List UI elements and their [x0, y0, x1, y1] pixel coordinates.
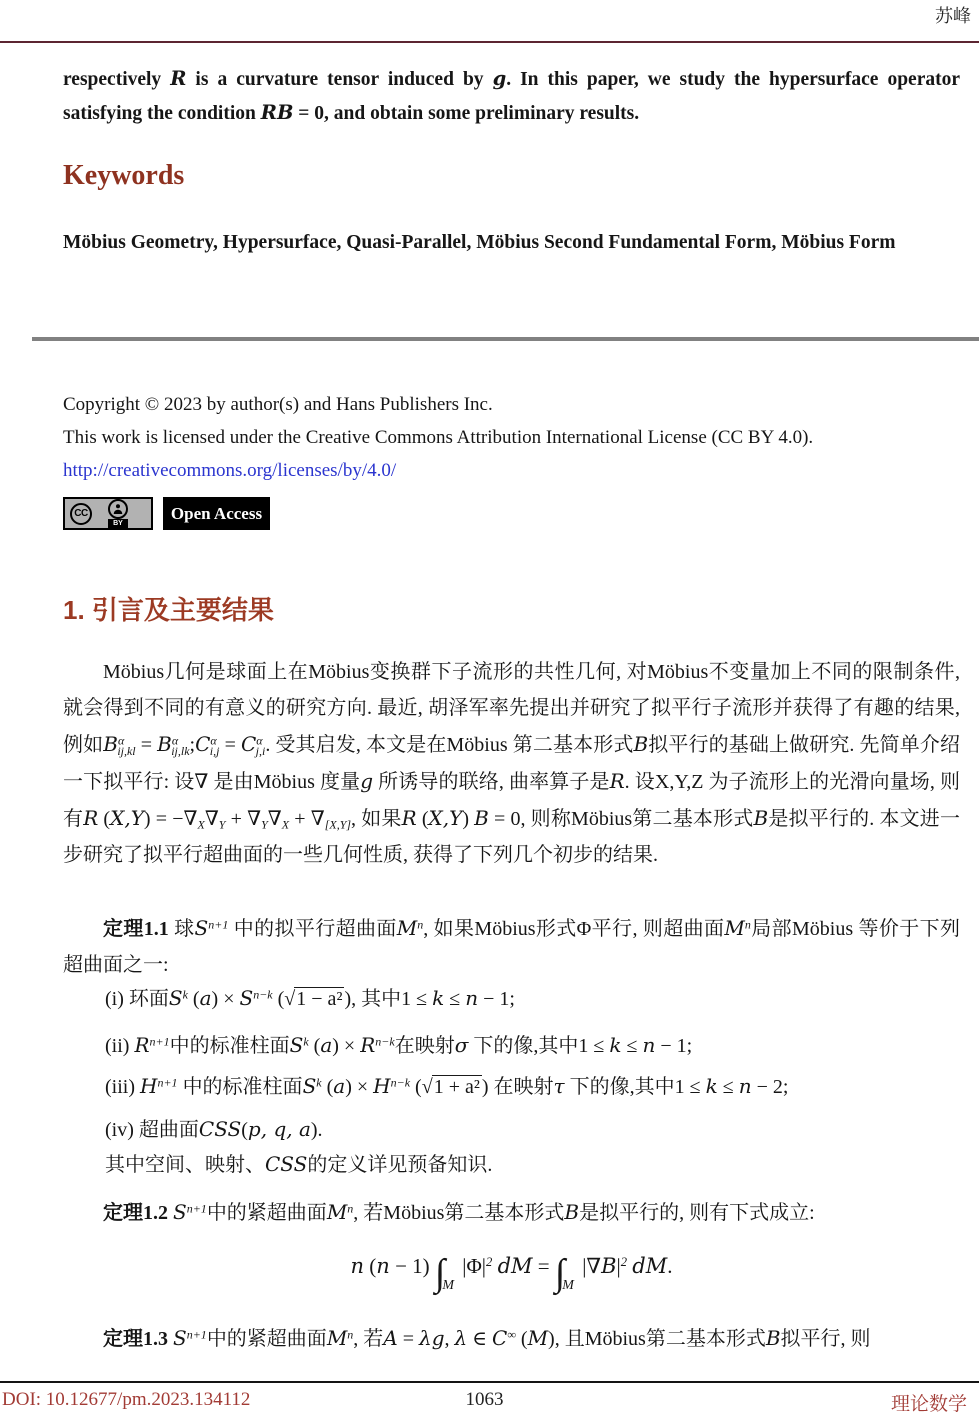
copyright-line: Copyright © 2023 by author(s) and Hans Publishers Inc.	[63, 394, 493, 415]
theorem-1-1-text: 球$S^{n+1}$ 中的拟平行超曲面$M^n$, 如果Möbius形式Φ平行, 则超曲面$M^n$局部Möbius 等价于下列超曲面之一:	[63, 916, 961, 976]
content-divider	[32, 337, 979, 341]
license-block	[63, 388, 973, 487]
display-equation: n (n − 1) $\int_M$ $|\Phi|^2$ dM = $\int_M$ $|\nabla B|^2$ dM.	[350, 1252, 673, 1294]
section-1-heading: 1. 引言及主要结果	[63, 595, 274, 625]
keywords-text: Möbius Geometry, Hypersurface, Quasi-Parallel, Möbius Second Fundamental Form, Möbius Form	[63, 232, 896, 253]
theorem-1-3-label: 定理1.3	[103, 1328, 168, 1350]
theorem-1-3-text: $S^{n+1}$中的紧超曲面$M^n$, 若A = λg, λ ∈ C∞ (M), 且Möbius第二基本形式B拟平行, 则	[173, 1326, 871, 1350]
abstract-text: respectively R is a curvature tensor induced by g. In this paper, we study the hypersurface operator satisfying the condition RB = 0, and obtain some preliminary results.	[63, 67, 960, 124]
license-link[interactable]: http://creativecommons.org/licenses/by/4.0/	[63, 460, 397, 481]
license-badges	[63, 497, 270, 530]
theorem-1-3	[63, 1320, 960, 1357]
cc-by-badge	[63, 497, 153, 530]
footer-page-number: 1063	[465, 1389, 504, 1410]
items-note: 其中空间、映射、CSS的定义详见预备知识.	[105, 1152, 493, 1176]
attribution-mark	[108, 499, 128, 528]
footer-rule	[0, 1381, 979, 1383]
list-item-iv: (iv) 超曲面CSS(p, q, a).	[105, 1117, 323, 1141]
list-item-ii: (ii) $R^{n+1}$中的标准柱面$S^k$ $(a) \times R^{n-k}$在映射σ 下的像,其中1 ≤ k ≤ n − 1;	[105, 1033, 693, 1057]
header-rule	[0, 41, 979, 43]
open-access-badge: Open Access	[163, 497, 270, 530]
person-icon	[108, 499, 128, 519]
license-line: This work is licensed under the Creative Commons Attribution International License (CC BY 4.0).	[63, 427, 814, 448]
theorem-1-1	[63, 910, 960, 983]
list-item-i: (i) 环面$S^k$ $(a) \times S^{n-k}$ (√1 − a² ), 其中1 ≤ k ≤ n − 1;	[105, 986, 515, 1010]
theorem-1-2-label: 定理1.2	[103, 1202, 168, 1224]
list-item-iii: (iii) $H^{n+1}$ 中的标准柱面$S^k$ $(a) \times H^{n-k}$ (√1 + a² ) 在映射τ 下的像,其中1 ≤ k ≤ n − 2;	[105, 1074, 789, 1098]
keywords-heading: Keywords	[63, 160, 185, 191]
cc-icon: CC	[70, 503, 92, 525]
theorem-1-2-text: $S^{n+1}$中的紧超曲面$M^n$, 若Möbius第二基本形式B是拟平行的, 则有下式成立:	[173, 1200, 815, 1224]
footer-journal: 理论数学	[890, 1394, 967, 1414]
theorem-1-1-label: 定理1.1	[103, 918, 169, 940]
intro-paragraph: Möbius几何是球面上在Möbius变换群下子流形的共性几何, 对Möbius不变量加上不同的限制条件, 就会得到不同的有意义的研究方向. 最近, 胡泽军率先提出并研究了拟平行子流形并获得了有趣的结果, 例如$B^\alpha_{ij,kl}$ = $B^\alpha_{ij,lk};C^\alpha_{i,j} = C^\alpha_{j,i}$. 受其启发, 本文是在Möbius 第二基本形式B拟平行的基础上做研究. 先简单介绍一下拟平行: 设∇ 是由Möbius 度量g 所诱导的联络, 曲率算子是R. 设X,Y,Z 为子流形上的光滑向量场, 则有R $(X,Y) = -\nabla_X\nabla_Y + \nabla_Y\nabla_X + \nabla_{[X,Y]}$, 如果R (X,Y) B = 0, 则称Möbius第二基本形式B是拟平行的. 本文进一步研究了拟平行超曲面的一些几何性质, 获得了下列几个初步的结果.	[63, 661, 961, 866]
theorem-1-2	[63, 1194, 960, 1231]
running-head-author: 苏峰	[935, 6, 971, 26]
by-label: BY	[108, 519, 128, 528]
footer-doi: DOI: 10.12677/pm.2023.134112	[2, 1389, 251, 1410]
license-link-line	[63, 454, 973, 487]
